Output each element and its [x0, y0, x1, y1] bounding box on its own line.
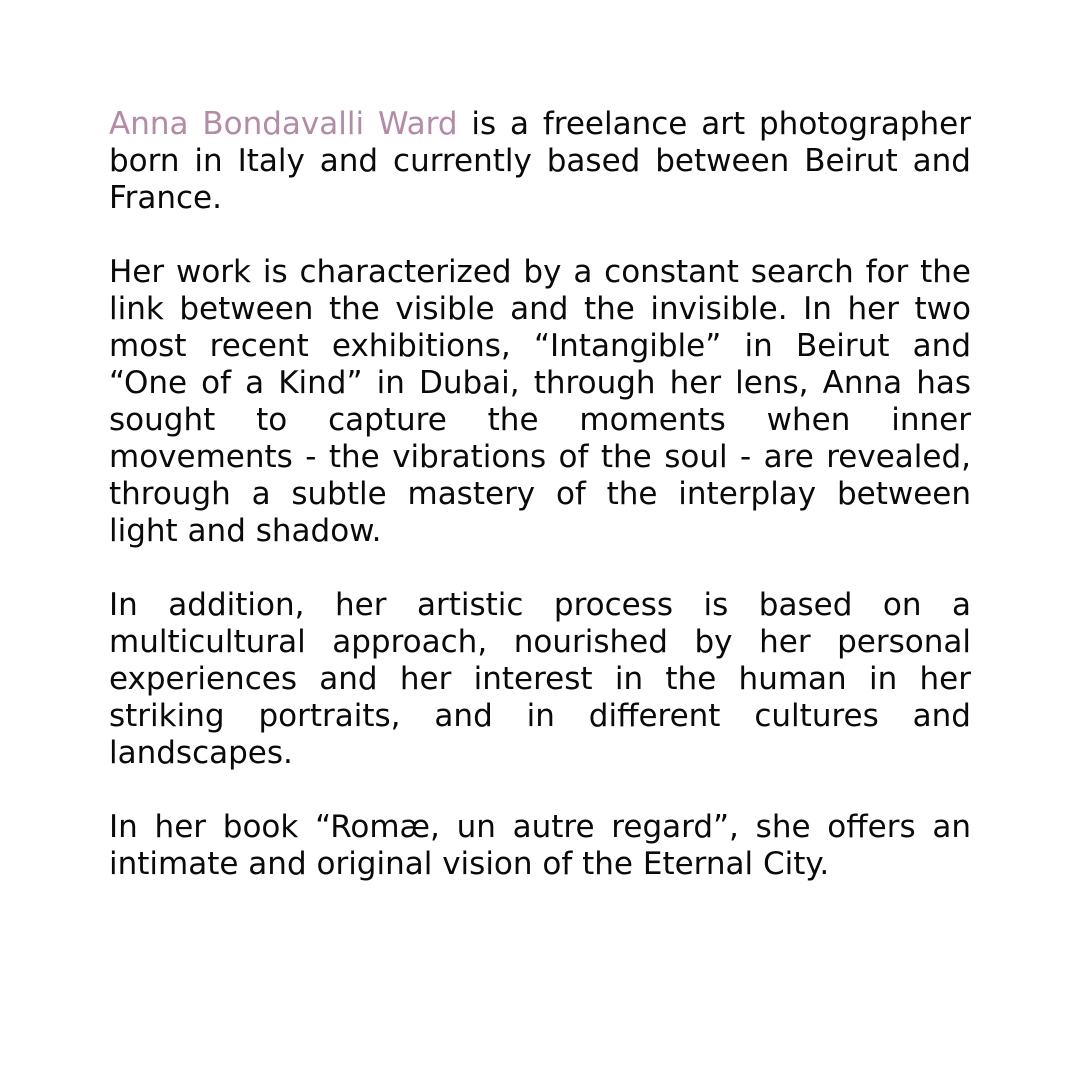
bio-intro-text: is a freelance art photographer born in Italy and currently based between Beirut and France.: [109, 106, 971, 216]
bio-book-paragraph: In her book “Romæ, un autre regard”, she offers an intimate and original vision of the Eternal City.: [109, 809, 971, 882]
bio-intro-paragraph: [109, 106, 971, 217]
bio-work-paragraph: Her work is characterized by a constant search for the link between the visible and the invisible. In her two most recent exhibitions, “Intangible” in Beirut and “One of a Kind” in Dubai, through her lens, Anna has sought to capture the moments when inner movements - the vibrations of the soul - are revealed, through a subtle mastery of the interplay between light and shadow.: [109, 254, 971, 549]
artist-bio: [109, 106, 971, 883]
bio-process-paragraph: In addition, her artistic process is based on a multicultural approach, nourished by her personal experiences and her interest in the human in her striking portraits, and in different cultures and landscapes.: [109, 587, 971, 771]
artist-name: Anna Bondavalli Ward: [109, 106, 458, 142]
